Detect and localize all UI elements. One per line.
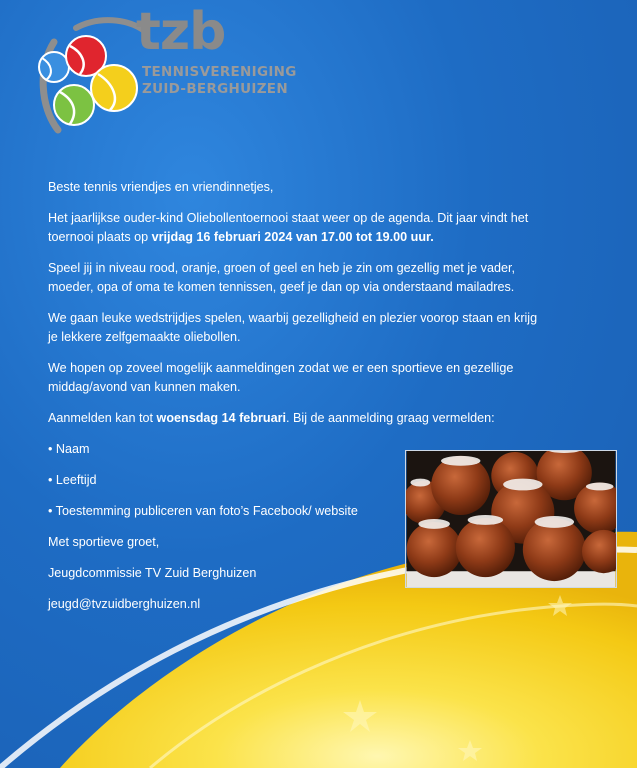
hope-paragraph: We hopen op zoveel mogelijk aanmeldingen zodat we er een sportieve en gezellige middag/avond van kunnen maken. [48, 361, 514, 394]
bullet-name: • Naam [48, 442, 90, 456]
tennis-balls-icon [36, 12, 146, 137]
games-paragraph: We gaan leuke wedstrijdjes spelen, waarbij gezelligheid en plezier voorop staan en krijg je lekkere zelfgemaakte oliebollen. [48, 311, 538, 344]
bullet-age: • Leeftijd [48, 473, 97, 487]
logo-name-line2: ZUID-BERGHUIZEN [142, 81, 288, 97]
invite-paragraph: Speel jij in niveau rood, oranje, groen of geel en heb je zin om gezellig met je vader, moeder, opa of oma te komen tennissen, geef je dan op via onderstaand mailadres. [48, 261, 515, 294]
signature: Jeugdcommissie TV Zuid Berghuizen [48, 566, 257, 580]
closing: Met sportieve groet, [48, 535, 160, 549]
bullet-consent: • Toestemming publiceren van foto’s Facebook/ website [48, 504, 358, 518]
signup-paragraph [48, 409, 548, 428]
signup-prefix: Aanmelden kan tot [48, 411, 157, 425]
signup-deadline: woensdag 14 februari [156, 411, 287, 425]
signup-suffix: . Bij de aanmelding graag vermelden: [286, 411, 495, 425]
logo-name-line1: TENNISVERENIGING [142, 64, 297, 80]
event-date: vrijdag 16 februari 2024 van 17.00 tot 19.00 uur. [151, 230, 434, 244]
greeting: Beste tennis vriendjes en vriendinnetjes, [48, 180, 274, 194]
logo-abbreviation: tzb [136, 2, 226, 62]
intro-paragraph [48, 209, 548, 247]
club-logo [36, 2, 297, 137]
logo-club-name [142, 64, 297, 98]
intro-text: Het jaarlijkse ouder-kind Oliebollentoernooi staat weer op de agenda. Dit jaar vindt het toernooi plaats op [48, 211, 529, 244]
oliebollen-photo [405, 450, 617, 588]
contact-email[interactable]: jeugd@tvzuidberghuizen.nl [48, 597, 201, 611]
